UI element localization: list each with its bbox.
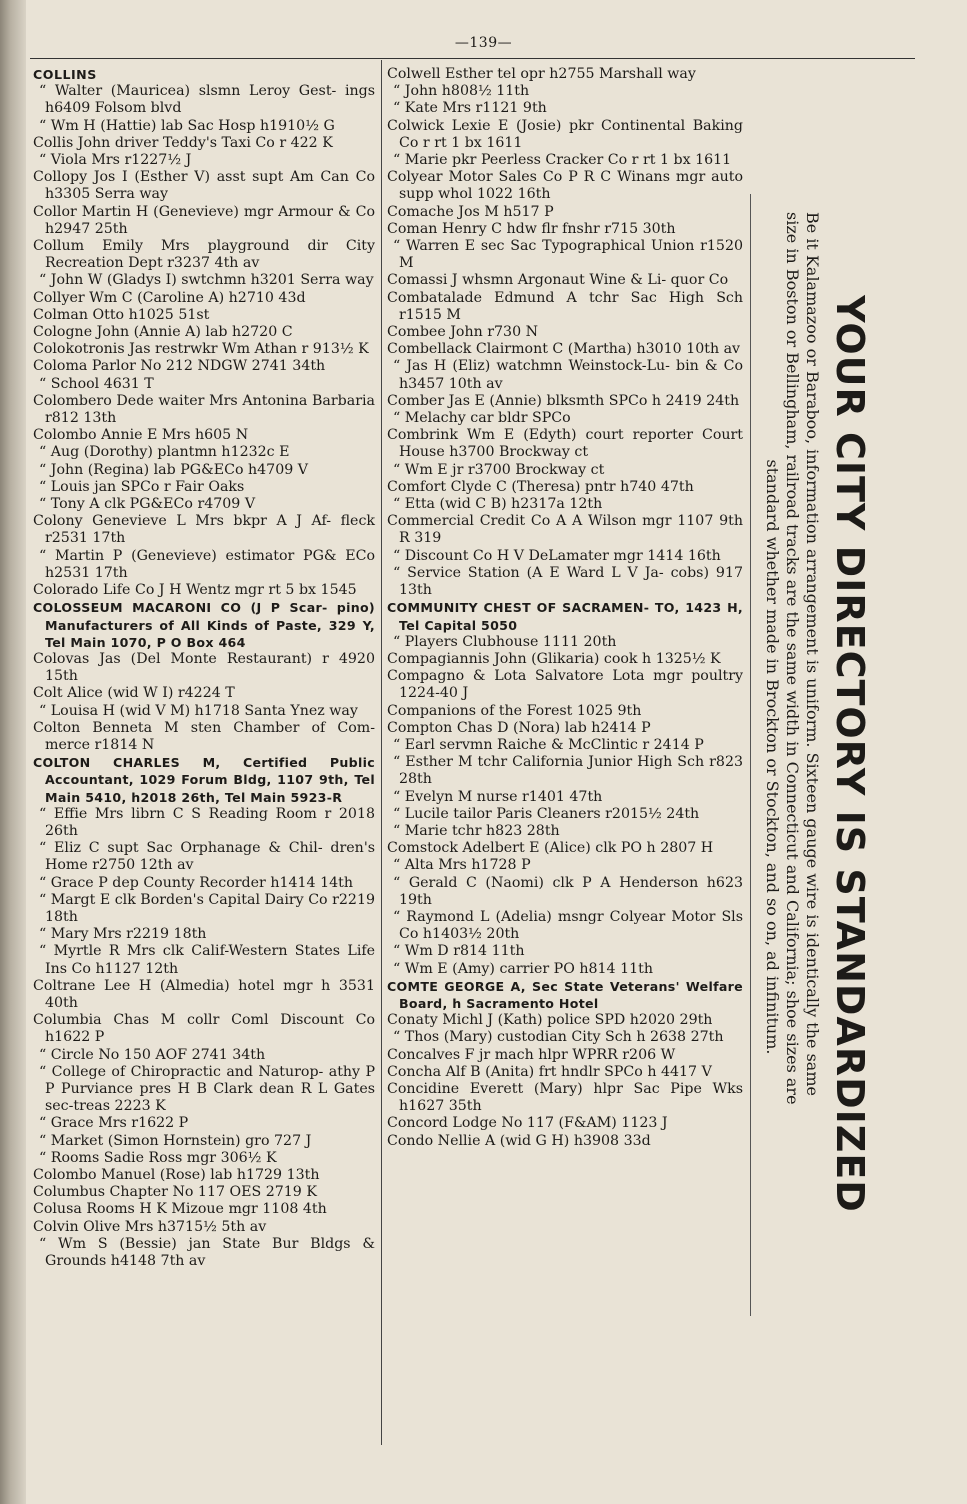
book-spine-shadow (0, 0, 26, 1504)
header-rule (30, 58, 915, 59)
directory-entry: “ Eliz C supt Sac Orphanage & Chil- dren's Home r2750 12th av (39, 840, 375, 874)
directory-entry: “ Marie pkr Peerless Cracker Co r rt 1 bx 1611 (393, 152, 732, 169)
directory-entry: “ John W (Gladys I) swtchmn h3201 Serra way (39, 272, 374, 289)
directory-entry: “ Circle No 150 AOF 2741 34th (39, 1046, 266, 1063)
directory-entry: Concalves F jr mach hlpr WPRR r206 W (387, 1046, 676, 1063)
directory-entry: Concha Alf B (Anita) frt hndlr SPCo h 4417 V (387, 1063, 712, 1080)
directory-entry: “ Grace Mrs r1622 P (39, 1115, 189, 1132)
page-number: —139— (454, 35, 513, 51)
directory-entry: Concidine Everett (Mary) hlpr Sac Pipe Wks h1627 35th (387, 1080, 743, 1115)
directory-entry: “ Myrtle R Mrs clk Calif-Western States Life Ins Co h1127 12th (39, 943, 375, 977)
directory-entry: “ Market (Simon Hornstein) gro 727 J (39, 1132, 312, 1149)
directory-entry: “ John h808½ 11th (393, 83, 530, 100)
advertisement-line: Be it Kalamazoo or Baraboo, information arrangement is uniform. Sixteen gauge wire is identically the same (803, 212, 822, 1096)
directory-entry: Collyer Wm C (Caroline A) h2710 43d (33, 289, 306, 306)
directory-entry: Colwell Esther tel opr h2755 Marshall way (387, 66, 696, 82)
directory-entry: “ School 4631 T (39, 375, 154, 392)
advertisement-box (762, 194, 872, 1314)
directory-entry: “ Jas H (Eliz) watchmn Weinstock-Lu- bin & Co h3457 10th av (393, 358, 743, 392)
directory-entry: Colwick Lexie E (Josie) pkr Continental Baking Co r rt 1 bx 1611 (387, 117, 743, 151)
directory-entry: Columbus Chapter No 117 OES 2719 K (33, 1184, 317, 1201)
directory-entry: Combatalade Edmund A tchr Sac High Sch r1515 M (387, 289, 743, 323)
directory-entry: Companions of the Forest 1025 9th (387, 702, 642, 719)
directory-entry: “ Wm H (Hattie) lab Sac Hosp h1910½ G (39, 117, 335, 134)
directory-entry: “ Kate Mrs r1121 9th (393, 100, 547, 117)
directory-entry: “ Viola Mrs r1227½ J (39, 152, 192, 169)
directory-entry: “ Wm S (Bessie) jan State Bur Bldgs & Grounds h4148 7th av (39, 1235, 375, 1270)
directory-entry: “ Louisa H (wid V M) h1718 Santa Ynez way (39, 702, 358, 719)
directory-entry: “ Mary Mrs r2219 18th (39, 926, 207, 943)
directory-entry: “ Service Station (A E Ward L V Ja- cobs) 917 13th (393, 564, 743, 599)
advertisement-heading: YOUR CITY DIRECTORY IS STANDARDIZED (828, 295, 872, 1213)
directory-entry: Colombo Annie E Mrs h605 N (33, 427, 249, 444)
directory-entry: “ Players Clubhouse 1111 20th (393, 633, 617, 650)
directory-entry: “ Alta Mrs h1728 P (393, 857, 531, 874)
advertisement-line: standard whether made in Brockton or Stockton, and so on, ad infinitum. (763, 459, 782, 1055)
directory-entry: Compton Chas D (Nora) lab h2414 P (387, 719, 651, 736)
directory-entry: Colton Benneta M sten Chamber of Com- merce r1814 N (33, 719, 375, 753)
directory-entry: Comber Jas E (Annie) blksmth SPCo h 2419 24th (387, 392, 740, 409)
directory-entry: “ Lucile tailor Paris Cleaners r2015½ 24th (393, 805, 700, 822)
directory-entry: “ Rooms Sadie Ross mgr 306½ K (39, 1149, 277, 1166)
directory-entry: “ Walter (Mauricea) slsmn Leroy Gest- ings h6409 Folsom blvd (39, 83, 375, 117)
directory-entry: Colombo Manuel (Rose) lab h1729 13th (33, 1167, 320, 1183)
directory-entry: Colvin Olive Mrs h3715½ 5th av (33, 1218, 267, 1235)
directory-entry: “ Gerald C (Naomi) clk P A Henderson h623 19th (393, 874, 743, 908)
directory-entry: Comfort Clyde C (Theresa) pntr h740 47th (387, 478, 694, 495)
directory-entry: “ Aug (Dorothy) plantmn h1232c E (39, 444, 290, 461)
directory-entry: “ Thos (Mary) custodian City Sch h 2638 27th (393, 1029, 724, 1046)
directory-entry: Comstock Adelbert E (Alice) clk PO h 2807 H (387, 840, 714, 857)
advertisement-body (762, 212, 822, 1302)
directory-entry: Comache Jos M h517 P (387, 203, 554, 220)
directory-column-left (33, 66, 375, 1270)
directory-entry: Combellack Clairmont C (Martha) h3010 10th av (387, 341, 741, 358)
directory-entry: “ Warren E sec Sac Typographical Union r1520 M (393, 238, 743, 272)
directory-column-middle (387, 66, 743, 1150)
directory-entry: “ Discount Co H V DeLamater mgr 1414 16th (393, 547, 721, 564)
directory-entry: “ Tony A clk PG&ECo r4709 V (39, 496, 256, 513)
directory-entry: Colombero Dede waiter Mrs Antonina Barbaria r812 13th (33, 392, 375, 427)
directory-entry: “ Etta (wid C B) h2317a 12th (393, 496, 603, 513)
directory-entry: “ Raymond L (Adelia) msngr Colyear Motor Sls Co h1403½ 20th (393, 908, 743, 943)
directory-entry: COLTON CHARLES M, Certified Public Accountant, 1029 Forum Bldg, 1107 9th, Tel Main 5410, h2018 26th, Tel Main 5923-R (33, 755, 375, 805)
directory-entry: “ Martin P (Genevieve) estimator PG& ECo h2531 17th (39, 547, 375, 581)
directory-entry: Collum Emily Mrs playground dir City Recreation Dept r3237 4th av (33, 238, 375, 272)
advertisement-rule (750, 194, 751, 1316)
directory-entry: Compagiannis John (Glikaria) cook h 1325½ K (387, 650, 721, 667)
advertisement-line: size in Boston or Bellingham, railroad tracks are the same width in Connecticut and California; shoe sizes are (783, 212, 802, 1105)
directory-entry: “ Effie Mrs librn C S Reading Room r 2018 26th (39, 805, 375, 839)
directory-entry: Commercial Credit Co A A Wilson mgr 1107 9th R 319 (387, 513, 743, 547)
directory-entry: “ Margt E clk Borden's Capital Dairy Co r2219 18th (39, 891, 375, 925)
directory-entry: Collis John driver Teddy's Taxi Co r 422 K (33, 134, 333, 151)
directory-entry: Collor Martin H (Genevieve) mgr Armour & Co h2947 25th (33, 203, 375, 237)
directory-entry: Colusa Rooms H K Mizoue mgr 1108 4th (33, 1201, 327, 1218)
section-heading: COLLINS (33, 67, 97, 82)
directory-entry: Colony Genevieve L Mrs bkpr A J Af- fleck r2531 17th (33, 513, 375, 547)
directory-entry: Combee John r730 N (387, 324, 539, 341)
directory-entry: Condo Nellie A (wid G H) h3908 33d (387, 1132, 651, 1149)
directory-entry: Columbia Chas M collr Coml Discount Co h1622 P (33, 1012, 375, 1046)
directory-entry: Coloma Parlor No 212 NDGW 2741 34th (33, 358, 326, 375)
directory-entry: Colt Alice (wid W I) r4224 T (33, 685, 235, 702)
directory-entry: “ Louis jan SPCo r Fair Oaks (39, 478, 245, 495)
directory-entry: Colyear Motor Sales Co P R C Winans mgr auto supp whol 1022 16th (387, 169, 743, 203)
directory-entry: Compagno & Lota Salvatore Lota mgr poultry 1224-40 J (387, 668, 743, 702)
directory-entry: Collopy Jos I (Esther V) asst supt Am Can Co h3305 Serra way (33, 169, 375, 203)
directory-entry: Comassi J whsmn Argonaut Wine & Li- quor Co (387, 272, 729, 289)
directory-entry: Colokotronis Jas restrwkr Wm Athan r 913½ K (33, 341, 369, 358)
directory-entry: Cologne John (Annie A) lab h2720 C (33, 324, 293, 341)
directory-entry: Combrink Wm E (Edyth) court reporter Court House h3700 Brockway ct (387, 427, 743, 461)
directory-entry: “ Wm E (Amy) carrier PO h814 11th (393, 960, 653, 977)
directory-entry: COLOSSEUM MACARONI CO (J P Scar- pino) Manufacturers of All Kinds of Paste, 329 Y, Tel Main 1070, P O Box 464 (33, 600, 375, 650)
column-divider (381, 60, 382, 1445)
directory-entry: Colorado Life Co J H Wentz mgr rt 5 bx 1545 (33, 582, 357, 599)
directory-entry: “ Wm D r814 11th (393, 943, 525, 960)
directory-entry: “ Earl servmn Raiche & McClintic r 2414 P (393, 736, 704, 753)
directory-entry: Conaty Michl J (Kath) police SPD h2020 29th (387, 1012, 713, 1029)
directory-entry: COMTE GEORGE A, Sec State Veterans' Welfare Board, h Sacramento Hotel (387, 978, 743, 1011)
directory-entry: “ Esther M tchr California Junior High Sch r823 28th (393, 754, 743, 788)
directory-entry: COMMUNITY CHEST OF SACRAMEN- TO, 1423 H, Tel Capital 5050 (387, 600, 743, 633)
directory-entry: “ John (Regina) lab PG&ECo h4709 V (39, 461, 309, 478)
directory-entry: Colovas Jas (Del Monte Restaurant) r 4920 15th (33, 650, 375, 685)
directory-entry: “ Melachy car bldr SPCo (393, 410, 571, 427)
directory-entry: “ Evelyn M nurse r1401 47th (393, 788, 603, 805)
directory-entry: “ Marie tchr h823 28th (393, 822, 560, 839)
directory-entry: Concord Lodge No 117 (F&AM) 1123 J (387, 1115, 668, 1132)
directory-entry: “ Wm E jr r3700 Brockway ct (393, 461, 605, 478)
directory-entry: Colman Otto h1025 51st (33, 306, 210, 323)
directory-entry: “ Grace P dep County Recorder h1414 14th (39, 874, 353, 891)
directory-entry: Coman Henry C hdw flr fnshr r715 30th (387, 220, 676, 237)
directory-entry: Coltrane Lee H (Almedia) hotel mgr h 3531 40th (33, 977, 375, 1011)
directory-entry: “ College of Chiropractic and Naturop- athy P P Purviance pres H B Clark dean R L Gates sec-treas 2223 K (39, 1063, 375, 1115)
